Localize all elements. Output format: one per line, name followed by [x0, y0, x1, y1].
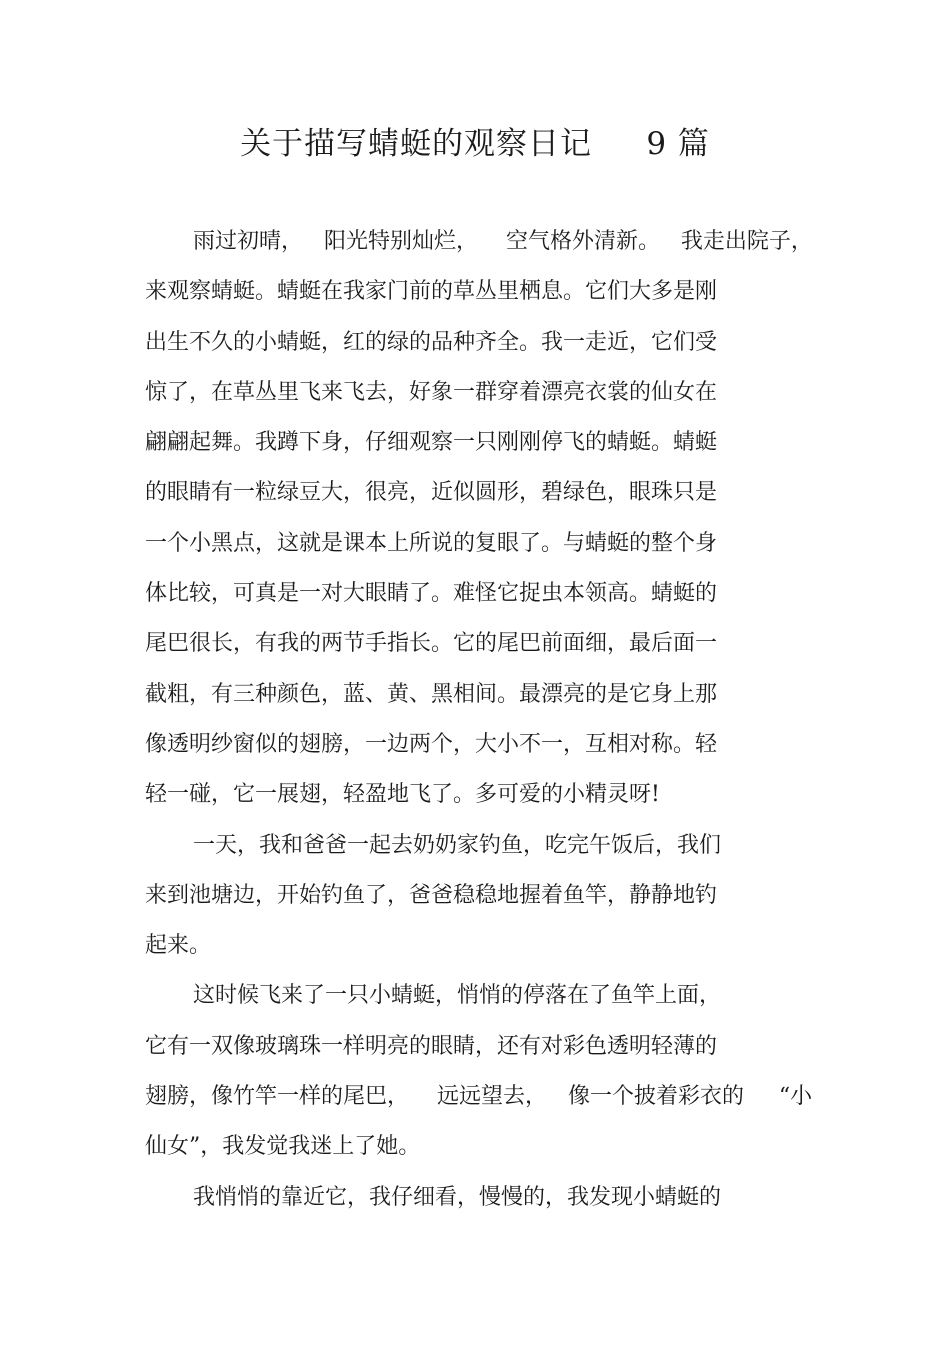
paragraph-line: 这时候飞来了一只小蜻蜓，悄悄的停落在了鱼竿上面， — [193, 983, 722, 1009]
document-body — [145, 217, 825, 1223]
paragraph-line: 翅膀，像竹竿一样的尾巴， 远远望去， 像一个披着彩衣的 “小 — [145, 1084, 813, 1110]
paragraph-line: 一个小黑点，这就是课本上所说的复眼了。与蜻蜓的整个身 — [145, 530, 718, 556]
paragraph-line: 尾巴很长，有我的两节手指长。它的尾巴前面细，最后面一 — [145, 631, 718, 657]
paragraph-line: 轻一碰，它一展翅，轻盈地飞了。多可爱的小精灵呀! — [145, 782, 660, 808]
paragraph-line: 来观察蜻蜓。蜻蜓在我家门前的草丛里栖息。它们大多是刚 — [145, 279, 718, 305]
paragraph-line: 来到池塘边，开始钓鱼了，爸爸稳稳地握着鱼竿，静静地钓 — [145, 882, 718, 908]
paragraph-line: 它有一双像玻璃珠一样明亮的眼睛，还有对彩色透明轻薄的 — [145, 1033, 718, 1059]
paragraph-line: 仙女”，我发觉我迷上了她。 — [145, 1134, 421, 1160]
paragraph-line: 像透明纱窗似的翅膀，一边两个，大小不一，互相对称。轻 — [145, 731, 718, 757]
paragraph-line: 体比较，可真是一对大眼睛了。难怪它捉虫本领高。蜻蜓的 — [145, 581, 718, 607]
paragraph-line: 雨过初晴， 阳光特别灿烂， 空气格外清新。 我走出院子， — [193, 229, 813, 254]
paragraph-line: 起来。 — [145, 933, 212, 959]
paragraph-line: 截粗，有三种颜色，蓝、黄、黑相间。最漂亮的是它身上那 — [145, 681, 718, 707]
paragraph-line: 我悄悄的靠近它，我仔细看，慢慢的，我发现小蜻蜓的 — [193, 1184, 722, 1210]
paragraph-line: 惊了，在草丛里飞来飞去，好象一群穿着漂亮衣裳的仙女在 — [145, 379, 718, 405]
document-title: 关于描写蜻蜓的观察日记 9 篇 — [240, 126, 710, 162]
paragraph-line: 翩翩起舞。我蹲下身，仔细观察一只刚刚停飞的蜻蜓。蜻蜓 — [145, 430, 718, 456]
paragraph-line: 出生不久的小蜻蜓，红的绿的品种齐全。我一走近，它们受 — [145, 329, 718, 355]
paragraph-line: 一天，我和爸爸一起去奶奶家钓鱼，吃完午饭后，我们 — [193, 832, 722, 858]
paragraph-line: 的眼睛有一粒绿豆大，很亮，近似圆形，碧绿色，眼珠只是 — [145, 480, 718, 506]
